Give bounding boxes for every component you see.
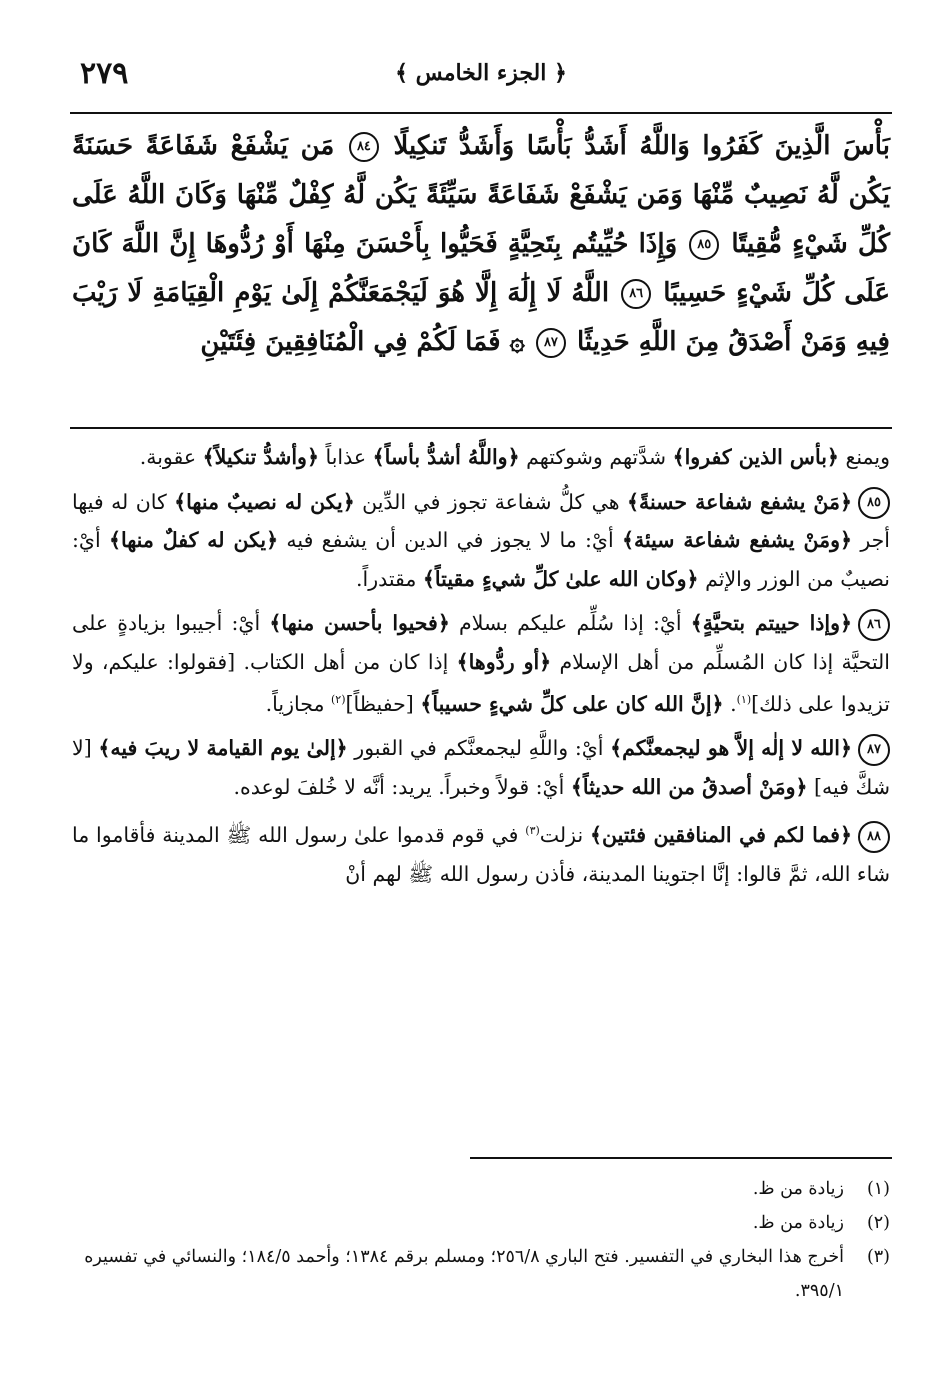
footnote-ref-1: (١): [736, 693, 752, 706]
quoted-verse: ﴿يكن له نصيبٌ منها﴾: [174, 489, 355, 514]
verse-number-84: ٨٤: [349, 132, 379, 162]
commentary-text: نزلت: [539, 823, 591, 848]
commentary-text: كان له فيها أجر: [72, 489, 891, 552]
quoted-verse: ﴿بأس الذين كفروا﴾: [672, 445, 839, 469]
quoted-verse: ﴿وإذا حييتم بتحيَّةٍ﴾: [690, 611, 852, 635]
quoted-verse: ﴿فما لكم في المنافقين فئتين﴾: [590, 823, 852, 848]
commentary-text: في قوم قدموا علىٰ رسول الله ﷺ المدينة فأقاموا ما شاء الله، ثمَّ قالوا: إنَّا اجتوينا المدينة، فأذن رسول الله ﷺ لهم أنْ: [72, 823, 890, 886]
running-title: ﴿ الجزء الخامس ﴾: [395, 60, 567, 86]
footnote-number: (٣): [866, 1247, 890, 1267]
commentary-text: إذا كان من أهل الكتاب. [فقولوا: عليكم، ولا تزيدوا على ذلك]: [72, 649, 890, 716]
footnote-text: زيادة من ظ.: [752, 1179, 844, 1199]
quran-verse-85-text: مَن يَشْفَعْ شَفَاعَةً حَسَنَةً يَكُن لَّهُ نَصِيبٌ مِّنْهَا وَمَن يَشْفَعْ شَفَاعَةً سَيِّئَةً يَكُن لَّهُ كِفْلٌ مِّنْهَا وَكَانَ اللَّهُ عَلَى كُلِّ شَيْءٍ مُّقِيتًا: [72, 131, 890, 259]
footnote-number: (١): [866, 1179, 890, 1199]
footnote-ref-3: (٣): [525, 824, 540, 838]
commentary-paragraph-88: [72, 812, 890, 893]
quoted-verse: ﴿واللَّهُ أشدُّ بأساً﴾: [372, 445, 520, 469]
commentary-text: عقوبة.: [139, 445, 203, 469]
verse-marker-88: ٨٨: [858, 821, 890, 853]
quoted-verse: ﴿إنَّ الله كان على كلِّ شيءٍ حسيباً﴾: [420, 691, 724, 716]
footnote-number: (٢): [866, 1213, 890, 1233]
quran-divider-rule: [70, 427, 892, 429]
commentary-text: [لا شكَّ فيه]: [72, 736, 890, 799]
page-number: ٢٧٩: [80, 56, 129, 91]
commentary-text: أيْ: قولاً وخبراً. يريد: أنَّه لا خُلفَ لوعده.: [233, 774, 571, 799]
quoted-verse: ﴿مَنْ يشفع شفاعة حسنةً﴾: [626, 489, 853, 514]
quoted-verse: ﴿إلىٰ يوم القيامة لا ريبَ فيه﴾: [98, 736, 348, 761]
footnote-2: [80, 1206, 890, 1240]
quoted-verse: ﴿الله لا إلٰه إلاَّ هو ليجمعنَّكم﴾: [610, 736, 852, 761]
quran-verse-88-text: ۞ فَمَا لَكُمْ فِي الْمُنَافِقِينَ فِئَتَيْنِ: [200, 327, 525, 357]
quoted-verse: ﴿يكن له كفلٌ منها﴾: [108, 528, 279, 552]
quran-text-block: [72, 122, 890, 367]
commentary-text: أيْ: واللَّهِ ليجمعنَّكم في القبور: [347, 736, 611, 761]
commentary-block: [72, 438, 890, 899]
commentary-text: أيْ: أجيبوا بزيادةٍ على التحيَّة إذا كان المُسلِّم من أهل الإسلام: [72, 611, 890, 674]
commentary-text: عذاباً: [318, 445, 373, 469]
commentary-text: مقتدراً.: [355, 566, 423, 591]
footnote-3: [80, 1240, 890, 1308]
commentary-paragraph-84: [72, 438, 890, 477]
footnote-text: أخرج هذا البخاري في التفسير. فتح الباري ٢٥٦/٨؛ ومسلم برقم ١٣٨٤؛ وأحمد ١٨٤/٥؛ والنسائي في تفسيره ٣٩٥/١.: [84, 1247, 844, 1301]
footnotes: [80, 1172, 890, 1308]
quoted-verse: ﴿أو ردُّوها﴾: [456, 649, 552, 674]
commentary-text: [حفيظاً]: [345, 691, 421, 716]
footnote-rule: [470, 1157, 892, 1159]
commentary-text: شدَّتهم وشوكتهم: [519, 445, 673, 469]
page-header: [70, 48, 892, 98]
verse-number-87: ٨٧: [536, 328, 566, 358]
commentary-text: أيْ: نصيبٌ من الوزر والإثم: [72, 528, 890, 591]
commentary-text: أيْ: ما لا يجوز في الدين أن يشفع فيه: [278, 528, 622, 552]
quran-verse-84-text: بَأْسَ الَّذِينَ كَفَرُوا وَاللَّهُ أَشَدُّ بَأْسًا وَأَشَدُّ تَنكِيلًا: [393, 131, 890, 161]
footnote-ref-2: (٢): [330, 693, 346, 706]
verse-marker-86: ٨٦: [858, 609, 890, 641]
commentary-text: ويمنع: [838, 445, 890, 469]
quoted-verse: ﴿ومَنْ أصدقُ من الله حديثاً﴾: [570, 774, 808, 799]
verse-number-85: ٨٥: [689, 230, 719, 260]
footnote-1: [80, 1172, 890, 1206]
quoted-verse: ﴿وكان الله علىٰ كلِّ شيءٍ مقيتاً﴾: [422, 566, 699, 591]
verse-marker-87: ٨٧: [858, 734, 890, 766]
header-rule: [70, 112, 892, 114]
commentary-paragraph-86: [72, 604, 890, 723]
footnote-text: زيادة من ظ.: [752, 1213, 844, 1233]
commentary-text: مجازياً.: [265, 691, 331, 716]
commentary-text: هي كلُّ شفاعة تجوز في الدِّين: [354, 489, 627, 514]
commentary-paragraph-85: [72, 483, 890, 599]
quoted-verse: ﴿وأشدُّ تنكيلاً﴾: [202, 445, 319, 469]
verse-number-86: ٨٦: [621, 279, 651, 309]
quoted-verse: ﴿فحيوا بأحسن منها﴾: [269, 611, 450, 635]
verse-marker-85: ٨٥: [858, 487, 890, 519]
quran-verse-87-text: اللَّهُ لَا إِلَٰهَ إِلَّا هُوَ لَيَجْمَعَنَّكُمْ إِلَىٰ يَوْمِ الْقِيَامَةِ لَا رَيْبَ فِيهِ وَمَنْ أَصْدَقُ مِنَ اللَّهِ حَدِيثًا: [72, 278, 890, 357]
commentary-paragraph-87: [72, 729, 890, 806]
commentary-text: .: [723, 691, 737, 716]
quran-verse-86-text: وَإِذَا حُيِّيتُم بِتَحِيَّةٍ فَحَيُّوا بِأَحْسَنَ مِنْهَا أَوْ رُدُّوهَا إِنَّ اللَّهَ كَانَ عَلَى كُلِّ شَيْءٍ حَسِيبًا: [72, 229, 890, 308]
commentary-text: أيْ: إذا سُلِّم عليكم بسلام: [449, 611, 691, 635]
quoted-verse: ﴿ومَنْ يشفع شفاعة سيئة﴾: [621, 528, 853, 552]
